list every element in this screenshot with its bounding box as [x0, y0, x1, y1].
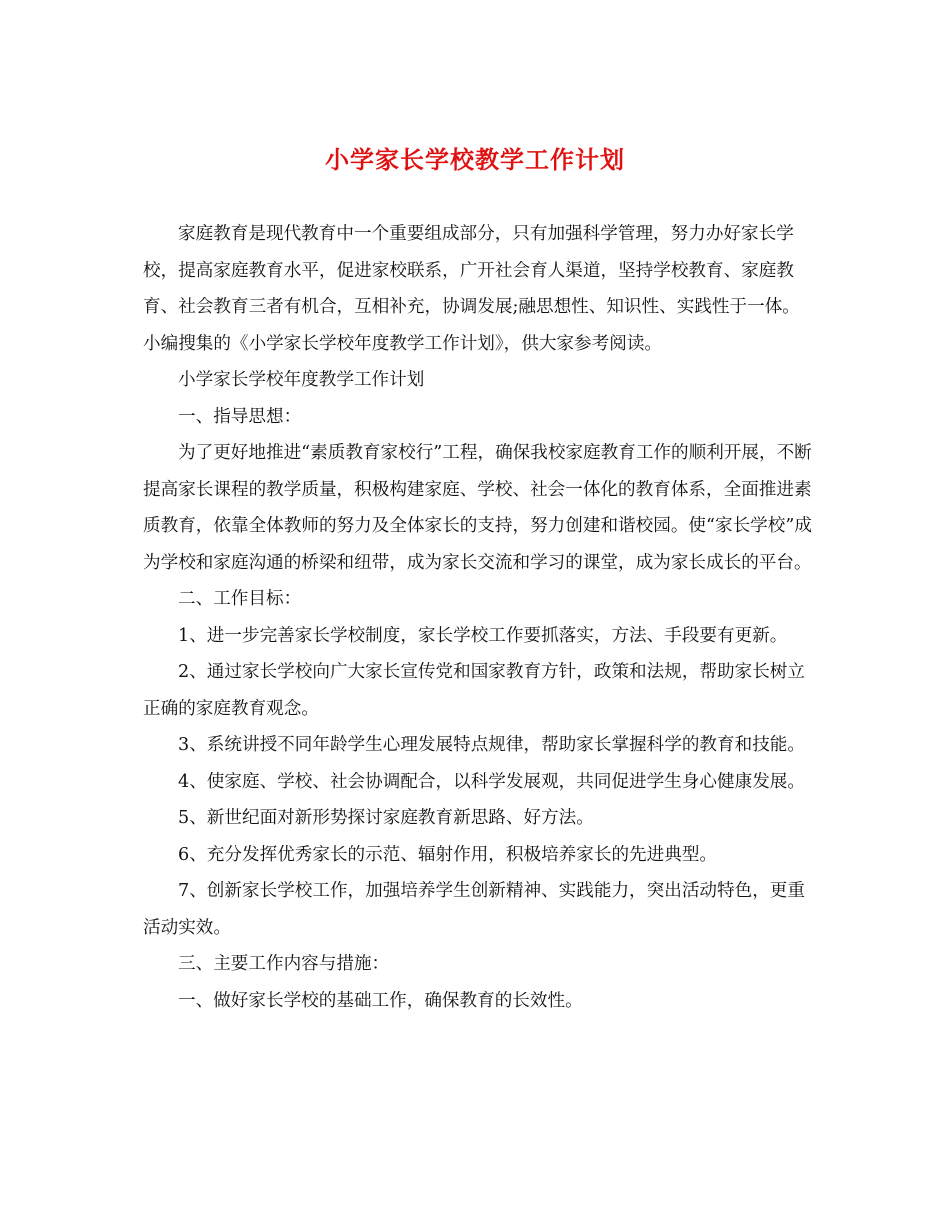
section-heading-main-work: 三、主要工作内容与措施：: [178, 954, 390, 974]
intro-paragraph: 家庭教育是现代教育中一个重要组成部分，只有加强科学管理，努力办好家长学校，提高家庭教育水平，促进家校联系，广开社会育人渠道，坚持学校教育、家庭教育、社会教育三者有机合，互相补充，协调发展;融思想性、知识性、实践性于一体。小编搜集的《小学家长学校年度教学工作计划》，供大家参考阅读。: [143, 224, 800, 354]
goal-item-7: 7、创新家长学校工作，加强培养学生创新精神、实践能力，突出活动特色，更重活动实效。: [143, 881, 805, 938]
guiding-ideology-paragraph: 为了更好地推进“素质教育家校行”工程，确保我校家庭教育工作的顺利开展，不断提高家长课程的教学质量，积极构建家庭、学校、社会一体化的教育体系，全面推进素质教育，依靠全体教师的努力及全体家长的支持，努力创建和谐校园。使“家长学校”成为学校和家庭沟通的桥梁和纽带，成为家长交流和学习的课堂，成为家长成长的平台。: [143, 443, 812, 573]
goal-item-1: 1、进一步完善家长学校制度，家长学校工作要抓落实，方法、手段要有更新。: [178, 625, 788, 646]
plan-heading: 小学家长学校年度教学工作计划: [178, 370, 425, 390]
document-body: [143, 216, 813, 1019]
goal-item-2: 2、通过家长学校向广大家长宣传党和国家教育方针，政策和法规，帮助家长树立正确的家庭教育观念。: [143, 662, 805, 719]
document-title: 小学家长学校教学工作计划: [325, 145, 625, 174]
goal-item-4: 4、使家庭、学校、社会协调配合，以科学发展观，共同促进学生身心健康发展。: [178, 771, 805, 792]
section-heading-guiding-ideology: 一、指导思想：: [178, 406, 302, 427]
main-work-item-1: 一、做好家长学校的基础工作，确保教育的长效性。: [178, 990, 583, 1011]
goal-item-3: 3、系统讲授不同年龄学生心理发展特点规律，帮助家长掌握科学的教育和技能。: [178, 735, 805, 755]
section-heading-work-goals: 二、工作目标：: [178, 589, 302, 609]
goal-item-5: 5、新世纪面对新形势探讨家庭教育新思路、好方法。: [178, 808, 594, 828]
goal-item-6: 6、充分发挥优秀家长的示范、辐射作用，积极培养家长的先进典型。: [178, 844, 718, 865]
